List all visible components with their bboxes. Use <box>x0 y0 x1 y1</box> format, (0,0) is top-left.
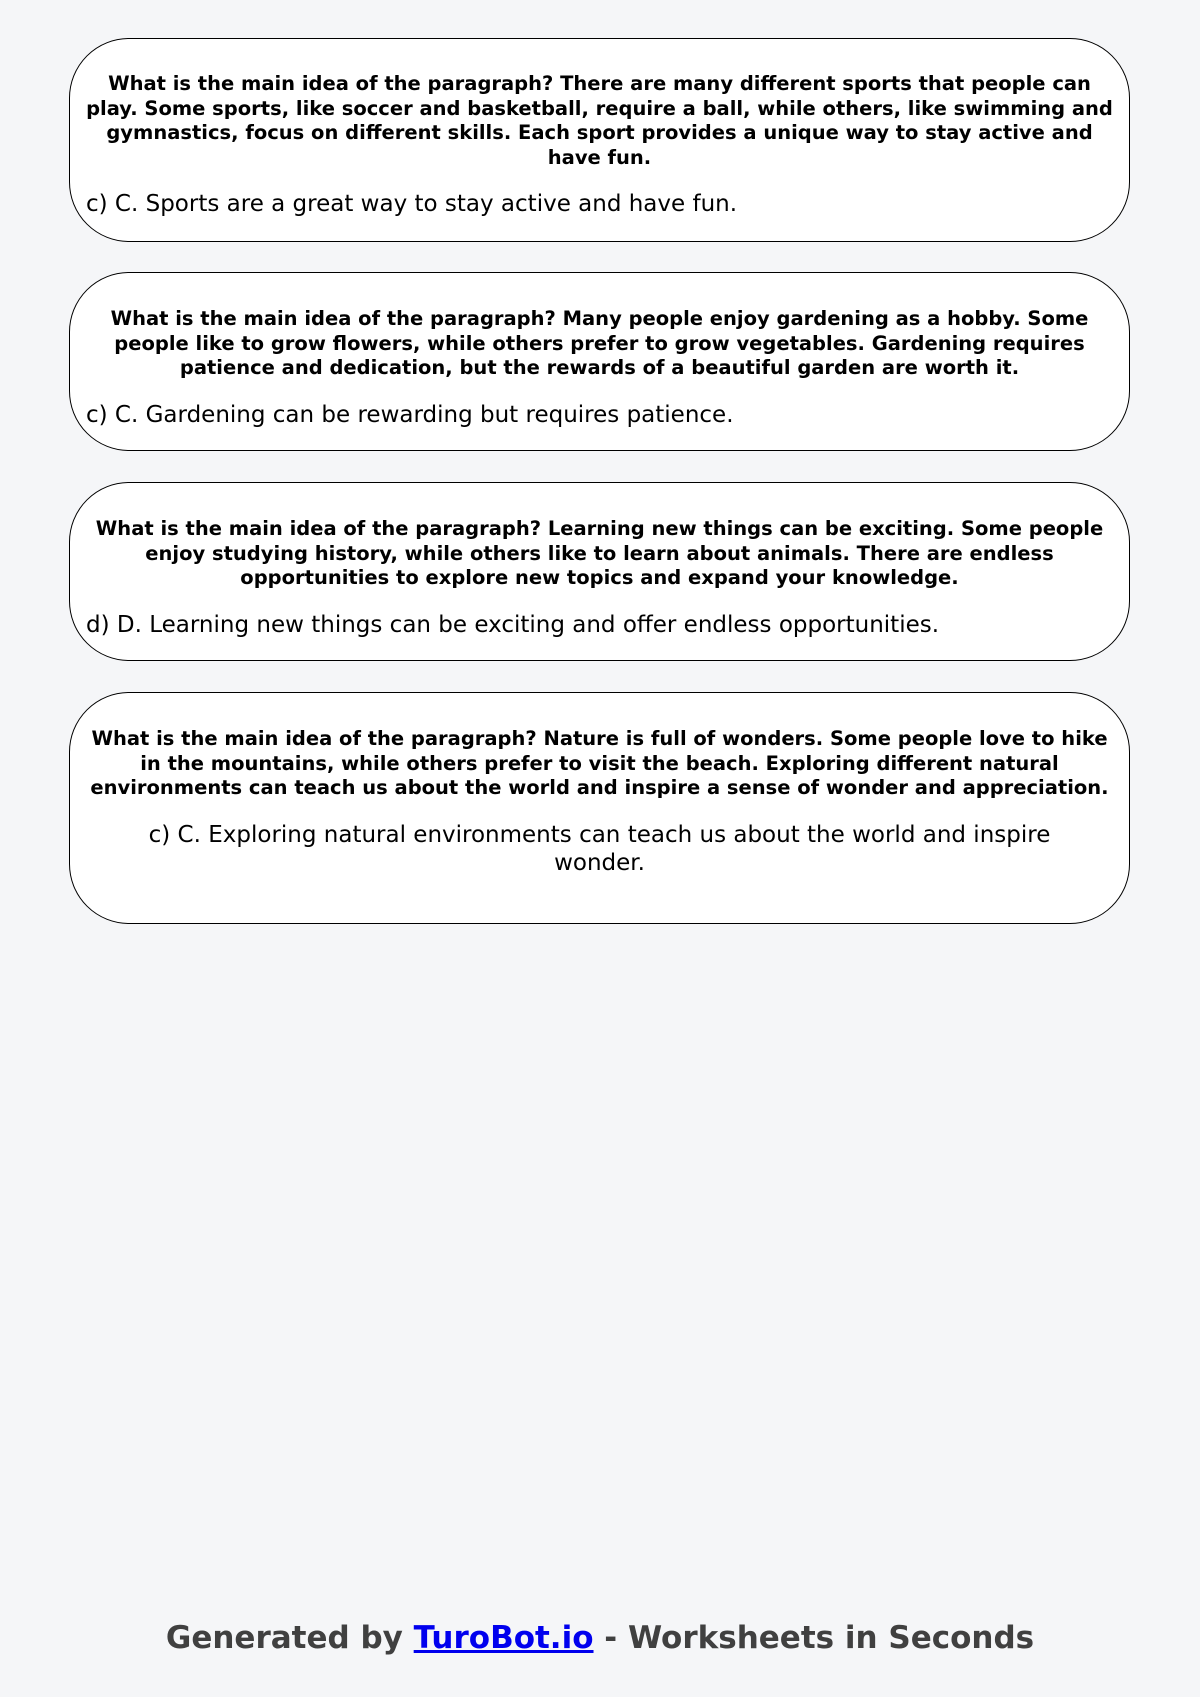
question-card <box>69 482 1130 661</box>
question-text: What is the main idea of the paragraph? Many people enjoy gardening as a hobby. Some people like to grow flowers, while others prefer to grow vegetables. Gardening requires patience and dedication, but the rewards of a beautiful garden are worth it. <box>110 307 1089 379</box>
footer-prefix: Generated by <box>165 1620 414 1656</box>
turobot-link[interactable]: TuroBot.io <box>413 1620 594 1656</box>
question-card <box>69 692 1130 924</box>
answer-text: c) C. Exploring natural environments can teach us about the world and inspire wonder. <box>148 821 1051 876</box>
answer-text: d) D. Learning new things can be exciting and offer endless opportunities. <box>86 611 940 638</box>
footer <box>0 1620 1200 1656</box>
answer-text: c) C. Gardening can be rewarding but requires patience. <box>86 401 734 428</box>
question-text: What is the main idea of the paragraph? Learning new things can be exciting. Some people enjoy studying history, while others like to learn about animals. There are endless opportunities to explore new topics and expand your knowledge. <box>95 517 1104 589</box>
question-text: What is the main idea of the paragraph? Nature is full of wonders. Some people love to hike in the mountains, while others prefer to visit the beach. Exploring different natural environments can teach us about the world and inspire a sense of wonder and appreciation. <box>90 727 1109 799</box>
footer-suffix: - Worksheets in Seconds <box>593 1620 1035 1656</box>
question-text: What is the main idea of the paragraph? There are many different sports that people can play. Some sports, like soccer and basketball, require a ball, while others, like swimming and gymnastics, focus on different skills. Each sport provides a unique way to stay active and have fun. <box>86 72 1113 169</box>
question-card <box>69 38 1130 242</box>
question-card <box>69 272 1130 451</box>
answer-text: c) C. Sports are a great way to stay active and have fun. <box>86 191 738 217</box>
